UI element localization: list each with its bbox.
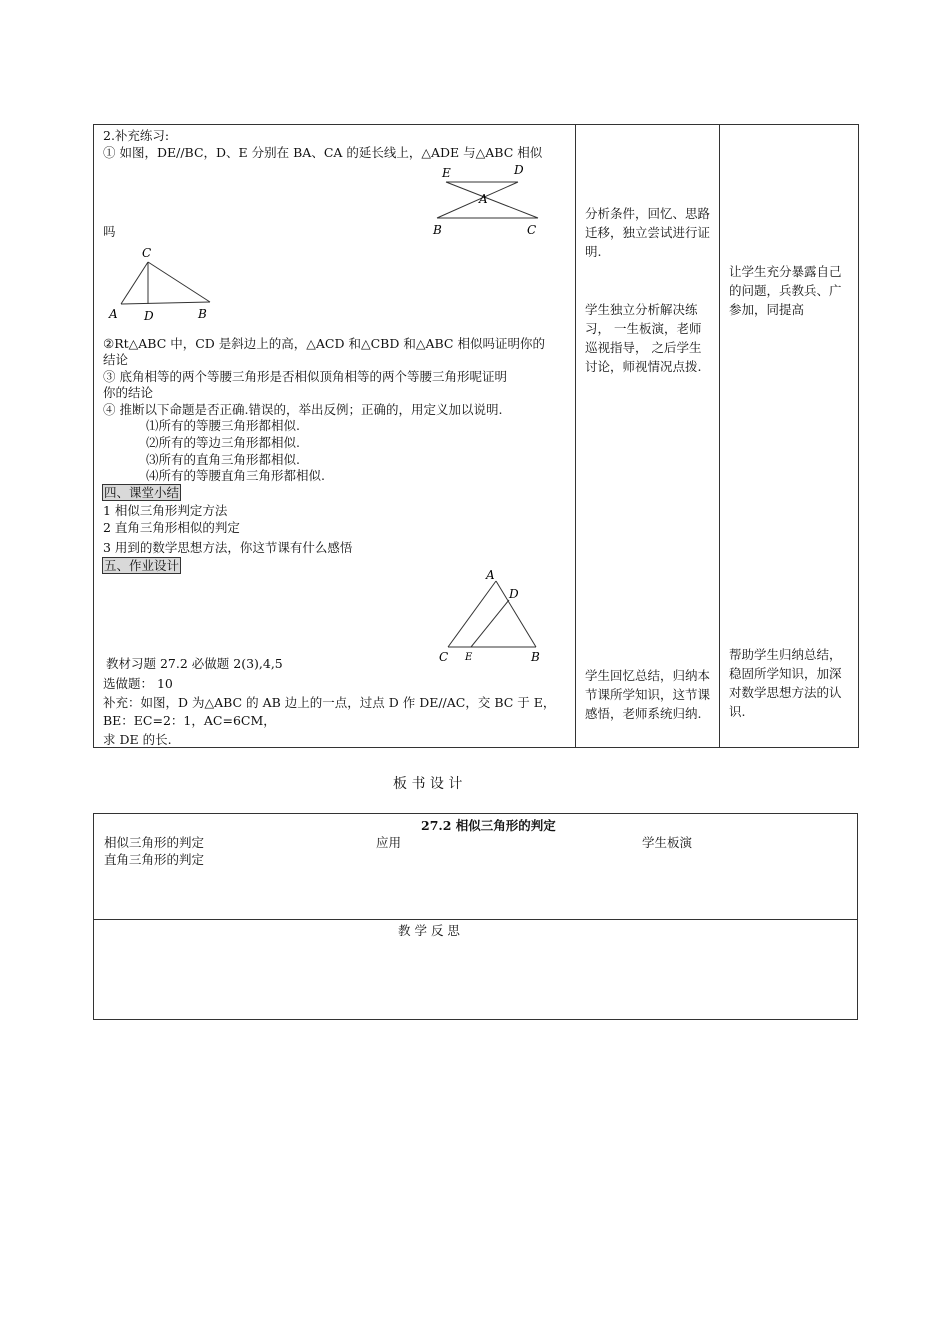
summary-header: 四、课堂小结: [104, 485, 180, 500]
student-note-2: 学生独立分析解决练习， 一生板演，老师巡视指导， 之后学生讨论，师视情况点拨.: [585, 302, 702, 374]
board-right: 学生板演: [642, 835, 693, 850]
exercise-4-item: ⑷所有的等腰直角三角形都相似.: [146, 468, 325, 483]
exercise-4-text: ④ 推断以下命题是否正确.错误的，举出反例；正确的，用定义加以说明.: [103, 402, 503, 417]
intent-note-2: 帮助学生归纳总结，稳固所学知识，加深对数学思想方法的认识.: [729, 647, 842, 719]
exercise-4-item: ⑵所有的等边三角形都相似.: [146, 435, 300, 450]
label-c: C: [439, 650, 449, 664]
exercise-2-text: ②Rt△ABC 中，CD 是斜边上的高，△ACD 和△CBD 和△ABC 相似吗证明你的: [103, 336, 545, 351]
label-a: A: [486, 570, 495, 582]
summary-item: 1 相似三角形判定方法: [103, 503, 228, 518]
homework-supplement-end: 求 DE 的长.: [103, 732, 172, 747]
figure-similar-triangles-ade-abc: [429, 157, 549, 237]
board-left-line-2: 直角三角形的判定: [104, 852, 205, 867]
figure-triangle-de-parallel-ac: [434, 570, 549, 670]
label-b: B: [198, 307, 207, 321]
label-d: D: [144, 309, 154, 323]
design-intent-cell: [720, 125, 859, 748]
reflection-heading: 教 学 反 思: [398, 923, 460, 938]
label-c: C: [142, 246, 152, 260]
board-title: 27.2 相似三角形的判定: [421, 818, 556, 833]
board-left-line-1: 相似三角形的判定: [104, 835, 205, 850]
summary-item: 2 直角三角形相似的判定: [103, 520, 240, 535]
exercise-3-text-end: 你的结论: [103, 385, 154, 400]
homework-supplement-cont: BE：EC=2：1，AC=6CM，: [103, 713, 276, 728]
board-divider: [94, 919, 857, 920]
summary-item: 3 用到的数学思想方法，你这节课有什么感悟: [103, 540, 353, 555]
board-middle: 应用: [376, 835, 402, 850]
homework-optional: 选做题： 10: [103, 676, 173, 691]
exercise-4-item: ⑶所有的直角三角形都相似.: [146, 452, 300, 467]
homework-required: 教材习题 27.2 必做题 2(3),4,5: [106, 656, 283, 671]
label-a: A: [479, 192, 488, 206]
board-design-box: [93, 813, 858, 1020]
student-activity-cell: [576, 125, 720, 748]
exercise-title: 2.补充练习:: [103, 128, 170, 143]
teaching-content-cell: [94, 125, 576, 748]
student-note-1: 分析条件，回忆、思路迁移，独立尝试进行证明.: [585, 206, 711, 259]
label-e: E: [442, 166, 451, 180]
label-b: B: [531, 650, 540, 664]
homework-supplement: 补充：如图，D 为△ABC 的 AB 边上的一点，过点 D 作 DE//AC，交 BC 于 E，: [103, 695, 556, 710]
label-e: E: [465, 652, 473, 663]
exercise-3-text: ③ 底角相等的两个等腰三角形是否相似顶角相等的两个等腰三角形呢证明: [103, 369, 507, 384]
label-a: A: [109, 307, 118, 321]
exercise-1-text-end: 吗: [103, 224, 116, 239]
lesson-table: [93, 124, 859, 748]
label-d: D: [514, 163, 524, 177]
label-b: B: [433, 223, 442, 237]
label-d: D: [509, 587, 519, 601]
board-design-heading: 板 书 设 计: [393, 776, 463, 792]
intent-note-1: 让学生充分暴露自己的问题，兵教兵、广参加，同提高: [729, 264, 842, 317]
exercise-2-text-end: 结论: [103, 352, 129, 367]
homework-header: 五、作业设计: [104, 558, 180, 573]
exercise-1-text: ① 如图，DE//BC，D、E 分别在 BA、CA 的延长线上，△ADE 与△ABC 相似: [103, 145, 543, 160]
label-c: C: [527, 223, 537, 237]
student-note-3: 学生回忆总结，归纳本节课所学知识，这节课感悟，老师系统归纳.: [585, 668, 711, 721]
exercise-4-item: ⑴所有的等腰三角形都相似.: [146, 418, 300, 433]
figure-right-triangle-altitude: [106, 243, 218, 323]
